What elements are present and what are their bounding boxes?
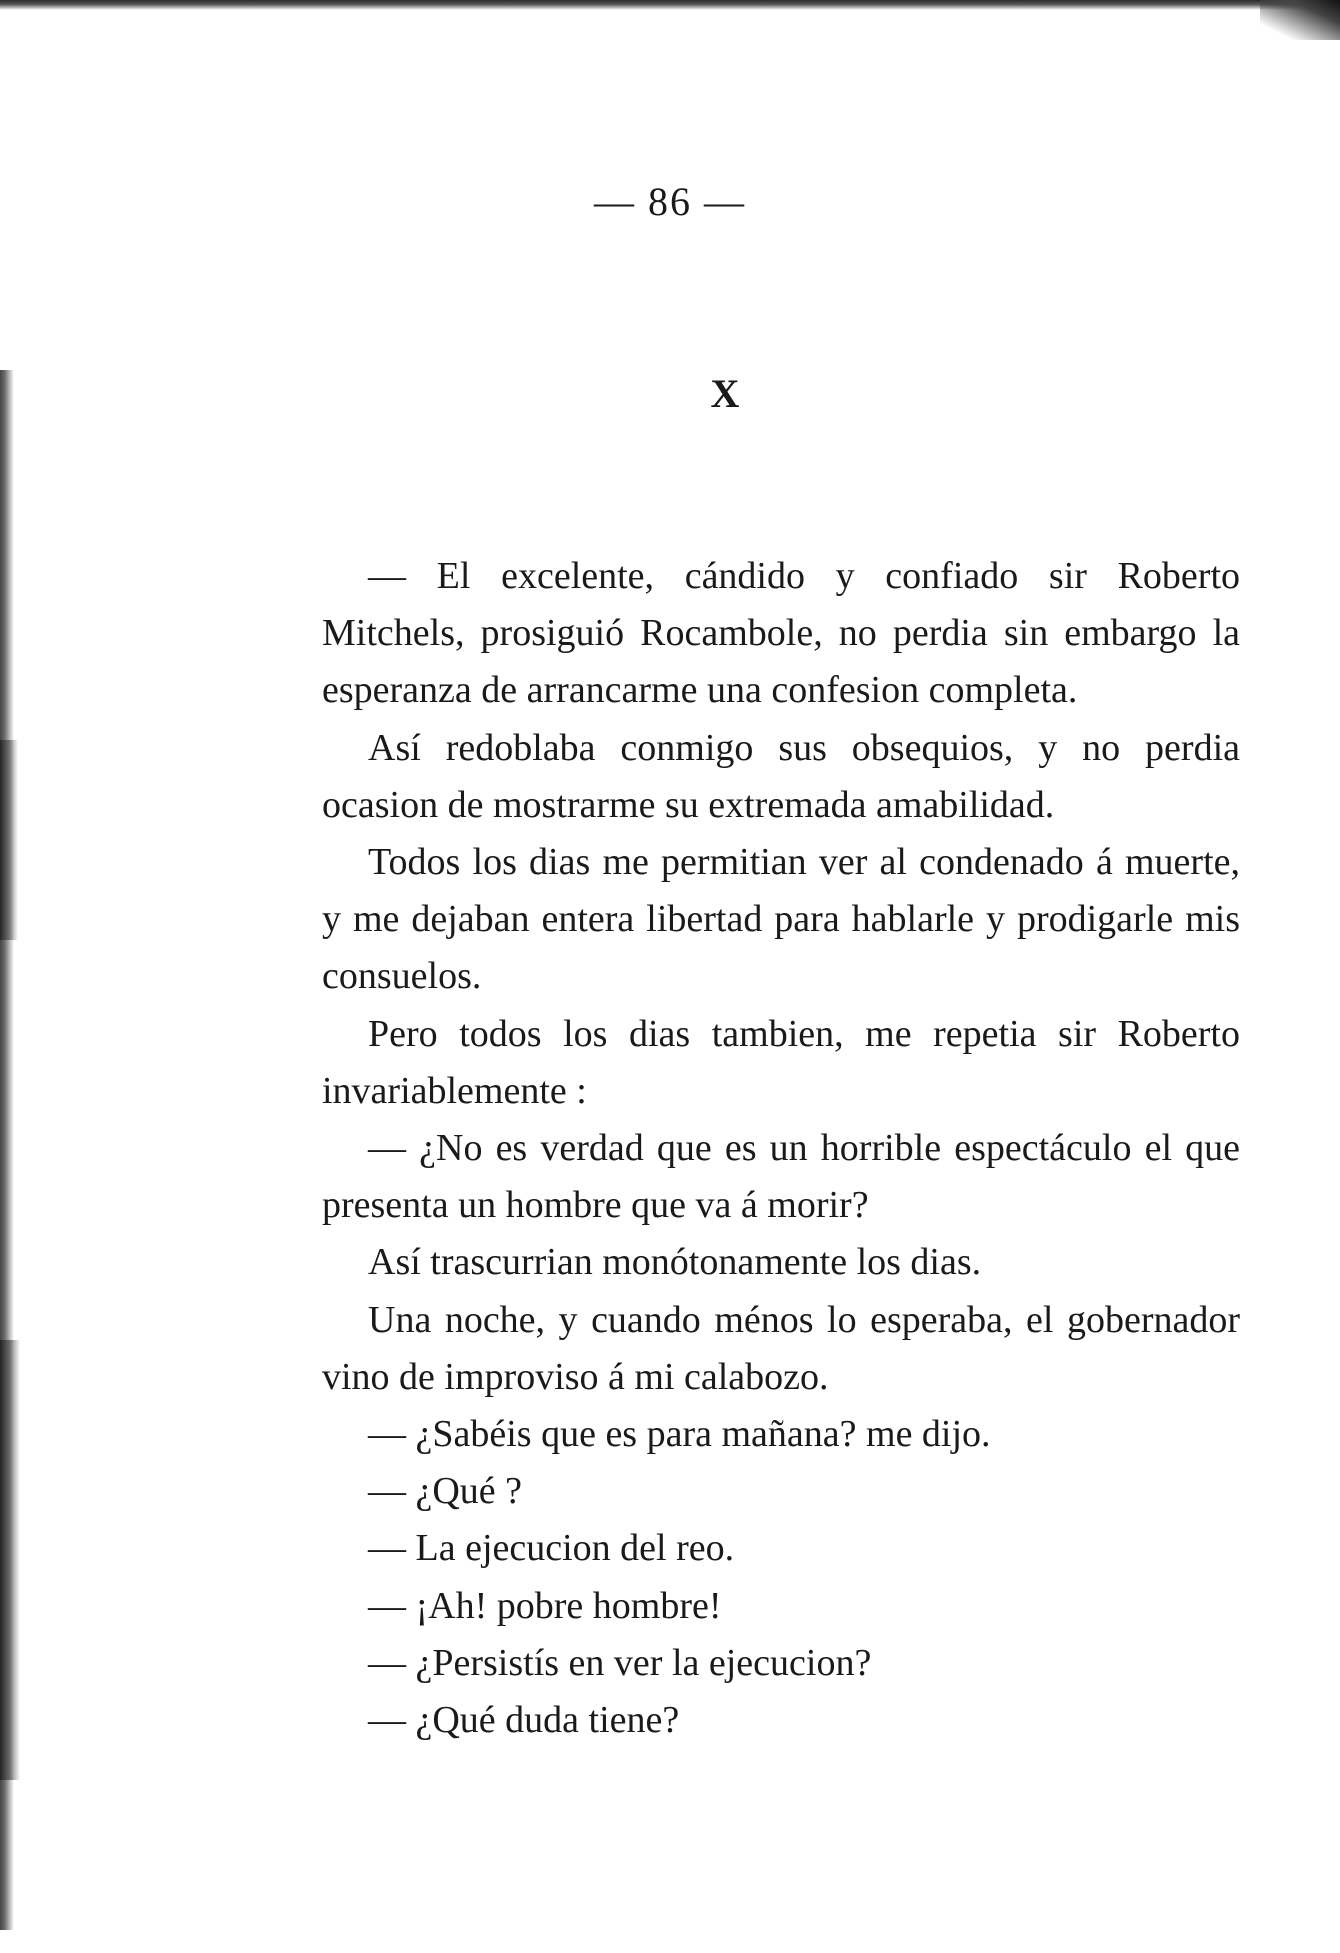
scan-binding-shadow [0,1340,20,1780]
paragraph: Una noche, y cuando ménos lo esperaba, el gobernador vino de improviso á mi calabozo. [322,1298,1240,1398]
paragraph: Así trascurrian monótonamente los dias. [368,1241,982,1284]
body-text [322,548,1240,1749]
paragraph: — ¿No es verdad que es un horrible espectáculo el que presenta un hombre que va á morir? [322,1127,1240,1227]
chapter-heading: X [710,371,740,416]
paragraph: — ¿Sabéis que es para mañana? me dijo. [368,1413,991,1456]
paragraph: — ¿Qué ? [368,1470,523,1513]
scan-corner-shadow [1260,0,1340,40]
paragraph: Pero todos los dias tambien, me repetia sir Roberto invariablemente : [322,1012,1240,1112]
page-number: — 86 — [594,179,746,224]
paragraph: Así redoblaba conmigo sus obsequios, y no perdia ocasion de mostrarme su extremada amabilidad. [322,726,1240,826]
paragraph: — ¿Persistís en ver la ejecucion? [368,1641,872,1684]
scan-binding-shadow [0,740,18,940]
paragraph: Todos los dias me permitian ver al condenado á muerte, y me dejaban entera libertad para hablarle y prodigarle mis consuelos. [322,841,1240,998]
paragraph: — El excelente, cándido y confiado sir Roberto Mitchels, prosiguió Rocambole, no perdia sin embargo la esperanza de arrancarme una confesion completa. [322,555,1240,712]
paragraph: — ¿Qué duda tiene? [368,1699,680,1742]
scan-top-edge [0,0,1340,10]
paragraph: — ¡Ah! pobre hombre! [368,1584,722,1627]
paragraph: — La ejecucion del reo. [368,1527,735,1570]
